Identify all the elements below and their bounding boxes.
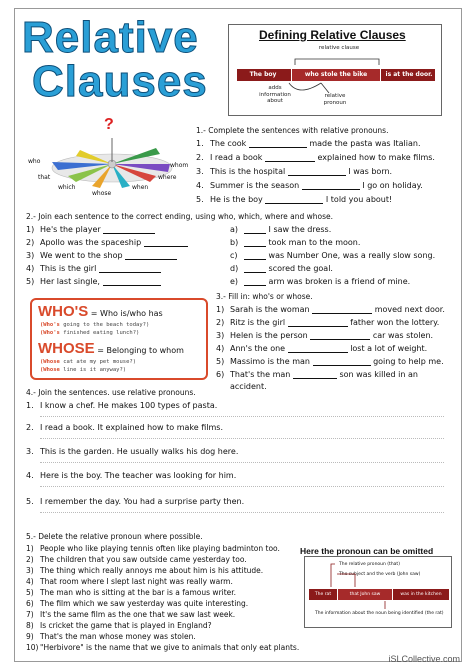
- ex2-left-1: 1) He's the player: [26, 226, 155, 234]
- ex5-item-7: 7) It's the same film as the one that we saw last week.: [26, 610, 236, 619]
- ex3-blank-5[interactable]: [313, 358, 371, 366]
- ex2-right-3: c) was Number One, was a really slow song.: [230, 251, 436, 260]
- ex1-blank-2[interactable]: [265, 154, 315, 162]
- defining-clauses-diagram: [228, 24, 442, 116]
- ex3-item-6-cont: accident.: [230, 382, 267, 391]
- wheel-label-that: that: [38, 174, 51, 181]
- whose-example-1: (Whose cat ate my pet mouse?): [40, 359, 137, 365]
- ex3-item-3: 3) Helen is the person car was stolen.: [216, 331, 434, 340]
- ex1-item-3: 3. This is the hospital I was born.: [196, 167, 393, 176]
- title-line-2: Clauses: [32, 57, 208, 106]
- omit-seg-that: that John saw yesterday: [337, 589, 393, 600]
- ex1-blank-3[interactable]: [288, 168, 346, 176]
- ex4-answer-line-2[interactable]: [40, 438, 444, 439]
- ex4-item-1: 1. I know a chef. He makes 100 types of pasta.: [26, 401, 218, 410]
- ex1-item-4: 4. Summer is the season I go on holiday.: [196, 181, 423, 190]
- ex2-right-4: d) scored the goal.: [230, 264, 333, 273]
- ex3-heading: 3.- Fill in: who's or whose.: [216, 292, 313, 301]
- ex3-item-4: 4) Ann's the one lost a lot of weight.: [216, 344, 428, 353]
- whos-whose-box: [30, 298, 208, 380]
- ex2-blank-3[interactable]: [125, 252, 177, 260]
- ex2-right-blank-5[interactable]: [244, 278, 266, 286]
- ex3-blank-2[interactable]: [288, 319, 348, 327]
- ex2-right-blank-4[interactable]: [244, 265, 266, 273]
- wheel-label-which: which: [58, 184, 76, 191]
- ex4-item-4: 4. Here is the boy. The teacher was looking for him.: [26, 471, 237, 480]
- ex2-blank-2[interactable]: [144, 239, 188, 247]
- sentence-bar: [237, 69, 435, 81]
- ex2-right-1: a) I saw the dress.: [230, 225, 332, 234]
- ex5-item-8: 8) Is cricket the game that is played in England?: [26, 621, 212, 630]
- ex1-item-5: 5. He is the boy I told you about!: [196, 195, 393, 204]
- ex4-answer-line-1[interactable]: [40, 416, 444, 417]
- segment-who-clause: who stole the bike: [291, 69, 381, 81]
- defining-heading: Defining Relative Clauses: [259, 28, 406, 42]
- ex2-left-5: 5) Her last single,: [26, 278, 161, 286]
- omit-seg-was: was in the kitchen earlier: [400, 592, 442, 608]
- wheel-label-whose: whose: [92, 190, 112, 197]
- ex3-item-1: 1) Sarah is the woman moved next door.: [216, 305, 445, 314]
- whose-meaning: = Belonging to whom: [97, 346, 184, 355]
- ex5-item-10: 10) "Herbivore" is the name that we give to animals that only eat plants.: [26, 643, 300, 652]
- omit-note-3: The information about the noun being identified (the rat): [315, 611, 444, 616]
- ex5-item-9: 9) That's the man whose money was stolen.: [26, 632, 196, 641]
- omit-note-2: The subject and the verb (John saw): [339, 572, 421, 577]
- ex1-heading: 1.- Complete the sentences with relative pronouns.: [196, 126, 389, 135]
- ex1-blank-5[interactable]: [265, 196, 323, 204]
- segment-at-door: is at the door.: [385, 71, 433, 78]
- ex4-heading: 4.- Join the sentences. use relative pronouns.: [26, 388, 196, 397]
- omit-heading: Here the pronoun can be omitted: [300, 546, 434, 556]
- ex2-left-4: 4) This is the girl: [26, 265, 161, 273]
- omit-seg-rat: The rat: [314, 592, 332, 597]
- ex4-item-5: 5. I remember the day. You had a surprise party then.: [26, 497, 245, 506]
- ex3-item-2: 2) Ritz is the girl father won the lottery.: [216, 318, 440, 327]
- wheel-label-when: when: [132, 184, 149, 191]
- ex2-blank-1[interactable]: [103, 226, 155, 234]
- ex1-blank-4[interactable]: [302, 182, 360, 190]
- ex2-right-2: b) took man to the moon.: [230, 238, 361, 247]
- ex1-item-1: 1. The cook made the pasta was Italian.: [196, 139, 421, 148]
- label-relative-pronoun: relative pronoun: [323, 93, 347, 106]
- footer-watermark: iSLCollective.com: [388, 654, 460, 664]
- ex4-answer-line-3[interactable]: [40, 462, 444, 463]
- label-relative-clause: relative clause: [318, 45, 360, 51]
- ex1-item-2: 2. I read a book explained how to make films.: [196, 153, 435, 162]
- ex2-left-2: 2) Apollo was the spaceship: [26, 239, 188, 247]
- ex3-blank-1[interactable]: [312, 306, 372, 314]
- wheel-label-where: where: [158, 174, 177, 181]
- omit-diagram: [304, 556, 452, 628]
- ex5-item-4: 4) That room where I slept last night was really warm.: [26, 577, 233, 586]
- pronoun-wheel: [28, 118, 198, 198]
- ex3-item-6: 6) That's the man son was killed in an: [216, 370, 418, 379]
- ex5-heading: 5.- Delete the relative pronoun where possible.: [26, 532, 203, 541]
- ex4-answer-line-5[interactable]: [40, 512, 444, 513]
- ex3-blank-4[interactable]: [288, 345, 348, 353]
- whos-example-2: (Who's finished eating lunch?): [40, 330, 140, 336]
- ex2-right-5: e) arm was broken is a friend of mine.: [230, 277, 411, 286]
- ex5-item-2: 2) The children that you saw outside came yesterday too.: [26, 555, 247, 564]
- whos-meaning: = Who is/who has: [90, 309, 163, 318]
- ex2-heading: 2.- Join each sentence to the correct ending, using who, which, where and whose.: [26, 212, 333, 221]
- ex3-blank-3[interactable]: [310, 332, 370, 340]
- wheel-label-who: who: [28, 158, 41, 165]
- wheel-label-whom: whom: [170, 162, 189, 169]
- ex1-blank-1[interactable]: [249, 140, 307, 148]
- question-mark: ?: [104, 116, 114, 133]
- ex3-item-5: 5) Massimo is the man going to help me.: [216, 357, 444, 366]
- ex2-blank-4[interactable]: [99, 265, 161, 273]
- whos-heading: WHO'S: [38, 303, 89, 320]
- segment-the-boy: The boy: [249, 71, 277, 78]
- ex5-item-6: 6) The film which we saw yesterday was quite interesting.: [26, 599, 249, 608]
- ex5-item-3: 3) The thing which really annoys me about him is his attitude.: [26, 566, 264, 575]
- ex4-answer-line-4[interactable]: [40, 486, 444, 487]
- ex2-right-blank-3[interactable]: [244, 252, 266, 260]
- whos-example-1: (Who's going to the beach today?): [40, 322, 150, 328]
- omit-bar: [309, 589, 449, 608]
- ex2-blank-5[interactable]: [103, 278, 161, 286]
- ex3-blank-6[interactable]: [293, 371, 337, 379]
- label-adds-info: adds information about: [259, 85, 291, 105]
- ex2-left-3: 3) We went to the shop: [26, 252, 177, 260]
- ex5-item-1: 1) People who like playing tennis often like playing badminton too.: [26, 544, 280, 553]
- title-line-1: Relative: [22, 13, 199, 62]
- ex5-item-5: 5) The man who is sitting at the bar is a famous writer.: [26, 588, 237, 597]
- whose-heading: WHOSE: [38, 340, 95, 357]
- whose-example-2: (Whose line is it anyway?): [40, 367, 127, 373]
- ex4-item-3: 3. This is the garden. He usually walks his dog here.: [26, 447, 239, 456]
- ex2-right-blank-1[interactable]: [244, 226, 266, 234]
- ex4-item-2: 2. I read a book. It explained how to make films.: [26, 423, 223, 432]
- ex2-right-blank-2[interactable]: [244, 239, 266, 247]
- omit-note-1: The relative pronoun (that): [339, 562, 400, 567]
